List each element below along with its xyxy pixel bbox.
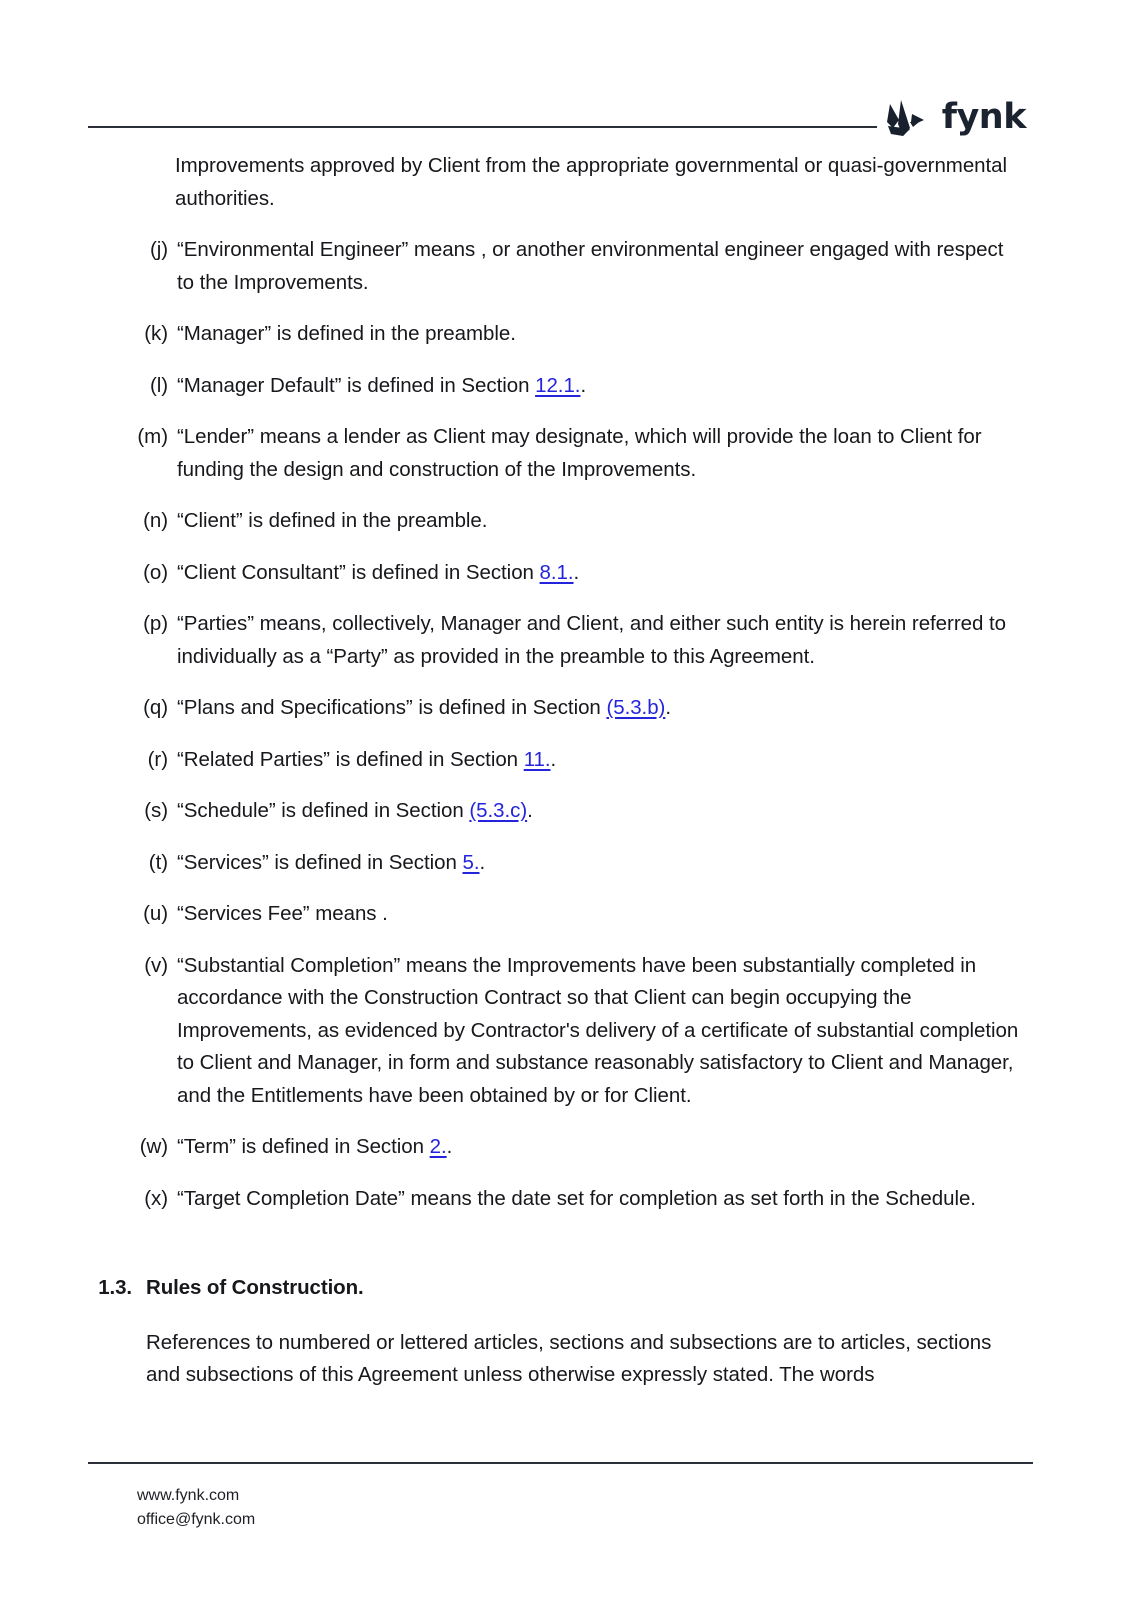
definition-marker: (j) <box>149 238 168 261</box>
definition-marker: (m) <box>137 425 168 448</box>
section-number: 1.3. <box>98 1276 132 1299</box>
definition-item-w <box>0 1131 1131 1164</box>
definition-marker: (l) <box>149 373 168 397</box>
fynk-bird-icon <box>879 98 933 140</box>
definition-marker: (s) <box>144 799 168 822</box>
definition-marker: (q) <box>143 696 168 719</box>
definition-marker: (u) <box>143 902 168 925</box>
definition-text <box>177 557 1021 590</box>
document-content <box>0 150 1131 1392</box>
definition-item-r <box>0 744 1131 777</box>
definition-text-after: . <box>527 799 533 822</box>
definition-marker: (t) <box>148 850 168 874</box>
definition-text-before: “Manager Default” is defined in Section <box>177 373 536 397</box>
definition-text: “Manager” is defined in the preamble. <box>177 322 516 345</box>
definition-text-before: “Services” is defined in Section <box>177 850 463 874</box>
definition-text <box>177 744 1021 777</box>
definition-item-u <box>0 898 1131 931</box>
definition-text <box>177 847 1021 880</box>
definition-text-after: . <box>580 373 587 397</box>
definition-text <box>177 692 1021 725</box>
section-reference-link[interactable]: 12.1. <box>535 373 581 397</box>
definition-text-before: “Client Consultant” is defined in Section <box>177 560 540 584</box>
definition-marker: (k) <box>144 322 168 345</box>
header-divider <box>88 126 877 128</box>
definition-item-s <box>0 795 1131 828</box>
definition-text-after: . <box>550 747 557 771</box>
definition-text: “Parties” means, collectively, Manager and Client, and either such entity is herein referred to individually as a “Party” as provided in the preamble to this Agreement. <box>177 612 1006 668</box>
brand-logo <box>879 98 1026 140</box>
definition-text: “Environmental Engineer” means , or another environmental engineer engaged with respect to the Improvements. <box>177 238 1004 294</box>
definitions-list <box>0 234 1131 1215</box>
section-reference-link[interactable]: (5.3.b) <box>606 696 666 719</box>
definition-item-l <box>0 370 1131 403</box>
definition-item-j <box>0 234 1131 299</box>
definition-text-before: “Related Parties” is defined in Section <box>177 747 524 771</box>
definition-marker: (o) <box>143 560 168 584</box>
definition-item-q <box>0 692 1131 725</box>
definition-item-m <box>0 421 1131 486</box>
definition-item-o <box>0 557 1131 590</box>
footer-divider <box>88 1462 1033 1464</box>
page-footer <box>0 1440 1131 1600</box>
definition-text <box>177 795 1021 828</box>
section-reference-link[interactable]: 8.1. <box>539 560 574 584</box>
definition-text: “Lender” means a lender as Client may designate, which will provide the loan to Client for funding the design and construction of the Improvements. <box>177 425 982 481</box>
page-header <box>0 0 1131 150</box>
definition-marker: (x) <box>144 1186 168 1210</box>
footer-email: office@fynk.com <box>137 1511 256 1528</box>
section-reference-link[interactable]: 2. <box>429 1135 447 1158</box>
definition-item-p <box>0 608 1131 673</box>
definition-text-after: . <box>479 850 486 874</box>
definition-text: “Substantial Completion” means the Improvements have been substantially completed in accordance with the Construction Contract so that Client can begin occupying the Improvements, as evidenced by Contractor's delivery of a certificate of substantial completion to Client and Manager, in form and substance reasonably satisfactory to Client and Manager, and the Entitlements have been obtained by or for Client. <box>177 953 1019 1107</box>
definition-text <box>177 370 1021 403</box>
brand-wordmark: fynk <box>941 97 1026 137</box>
definition-marker: (n) <box>143 509 168 532</box>
section-reference-link[interactable]: (5.3.c) <box>469 799 528 822</box>
section-reference-link[interactable]: 5. <box>462 850 480 874</box>
definition-item-v <box>0 950 1131 1113</box>
definition-marker: (p) <box>143 612 168 635</box>
definition-text-after: . <box>573 560 580 584</box>
definition-text <box>177 1131 1021 1164</box>
definition-item-t <box>0 847 1131 880</box>
definition-marker: (r) <box>147 747 168 771</box>
lead-paragraph: Improvements approved by Client from the appropriate governmental or quasi-governmental authorities. <box>175 154 1008 210</box>
definition-text-before: “Plans and Specifications” is defined in Section <box>177 696 607 719</box>
definition-text-before: “Term” is defined in Section <box>177 1135 430 1158</box>
footer-website: www.fynk.com <box>137 1487 240 1504</box>
section-title: Rules of Construction. <box>146 1276 364 1299</box>
definition-marker: (v) <box>144 953 168 977</box>
definition-text: “Target Completion Date” means the date set for completion as set forth in the Schedule. <box>177 1186 976 1210</box>
footer-contact <box>137 1484 255 1532</box>
definition-text: “Client” is defined in the preamble. <box>177 509 488 532</box>
definition-text-after: . <box>446 1135 453 1158</box>
definition-text-before: “Schedule” is defined in Section <box>177 799 470 822</box>
definition-marker: (w) <box>139 1135 168 1158</box>
definition-item-x <box>0 1183 1131 1216</box>
section-paragraph: References to numbered or lettered articles, sections and subsections are to articles, sections and subsections of this Agreement unless otherwise expressly stated. The words <box>146 1330 992 1386</box>
definition-text-after: . <box>665 696 671 719</box>
definition-item-k <box>0 318 1131 351</box>
section-heading-rules-of-construction <box>0 1272 1131 1305</box>
definition-item-n <box>0 505 1131 538</box>
section-reference-link[interactable]: 11. <box>523 747 551 771</box>
definition-text: “Services Fee” means . <box>177 902 388 925</box>
